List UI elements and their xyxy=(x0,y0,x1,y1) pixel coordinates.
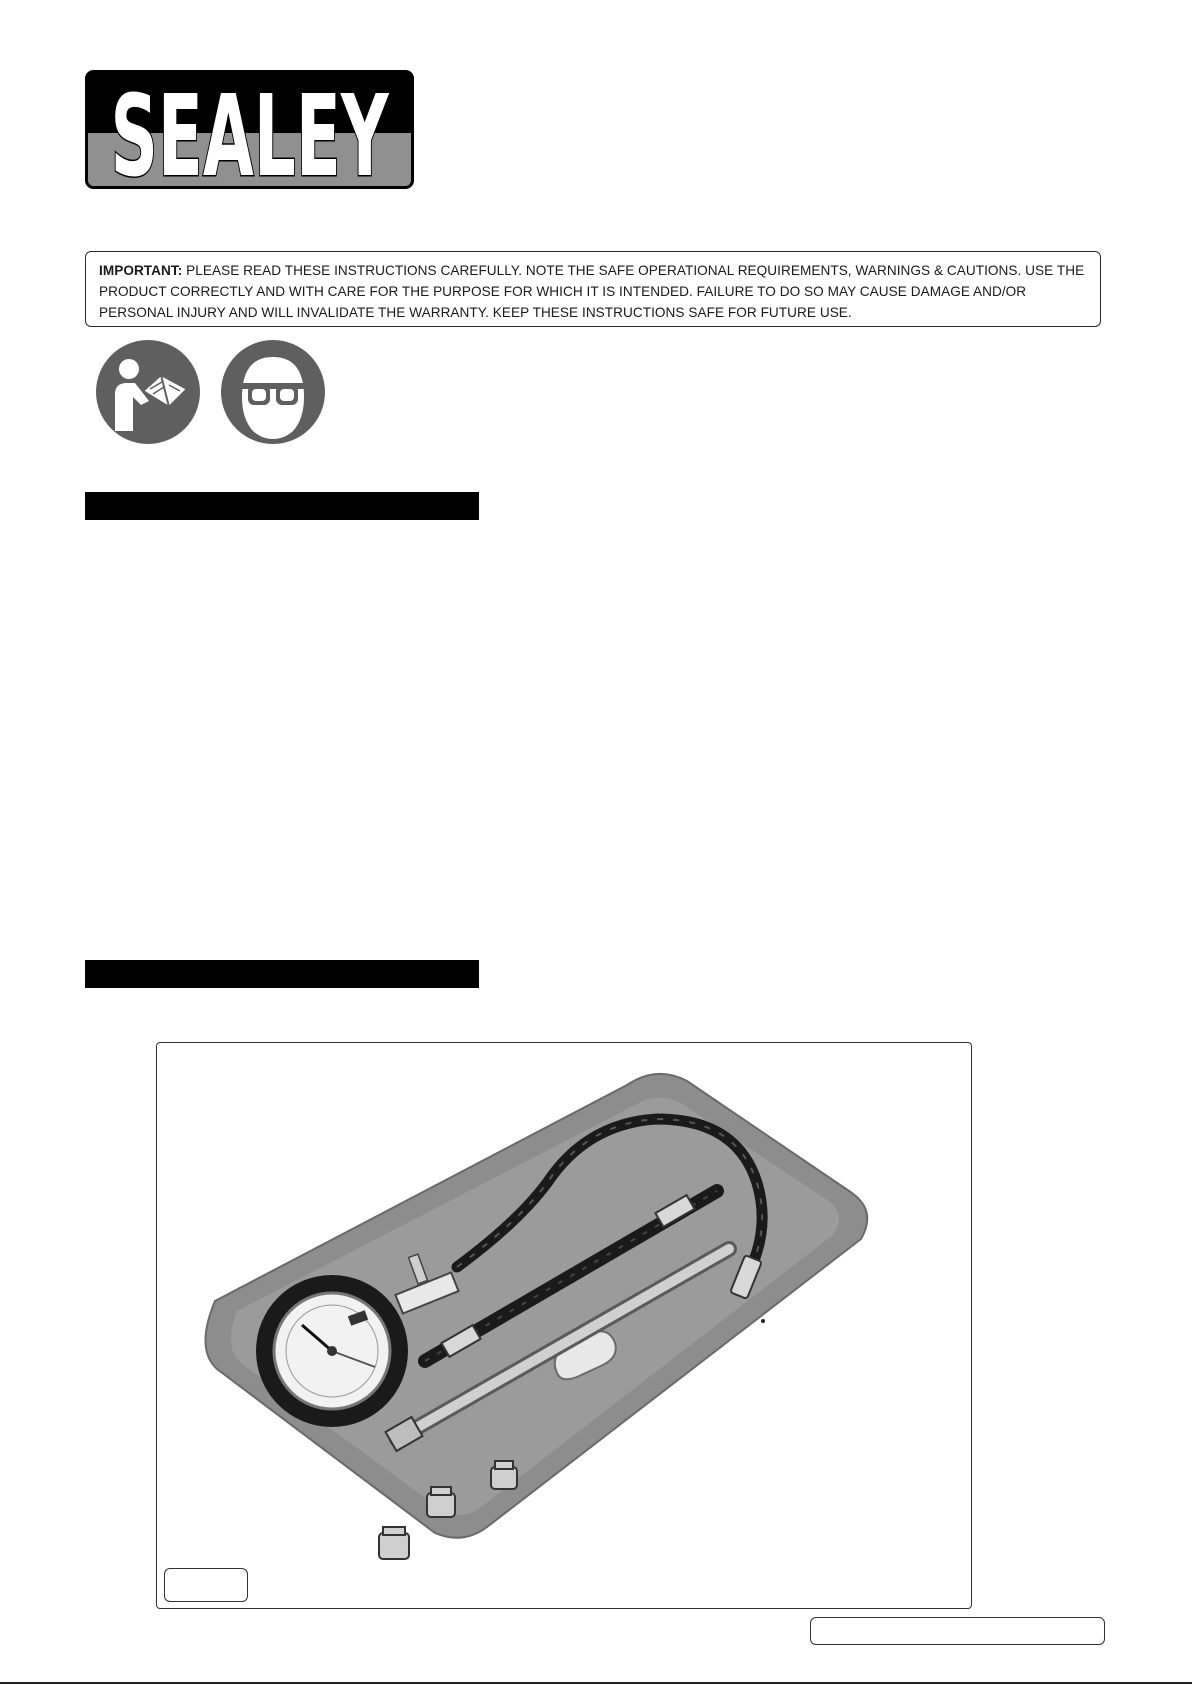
reference-box xyxy=(810,1617,1105,1645)
sealey-logo xyxy=(85,70,414,202)
section-heading-bar xyxy=(85,960,479,988)
figure-label-box xyxy=(164,1568,248,1602)
compression-tester-kit-image xyxy=(157,1043,973,1610)
read-manual-icon xyxy=(95,339,201,445)
svg-text:SEALEY: SEALEY xyxy=(110,72,390,202)
page-bottom-rule xyxy=(0,1682,1192,1684)
important-notice xyxy=(85,251,1101,327)
notice-label: IMPORTANT: xyxy=(99,263,183,278)
section-heading-bar xyxy=(85,492,479,520)
product-photo xyxy=(156,1042,972,1609)
wear-eye-protection-icon xyxy=(220,339,326,445)
notice-text: PLEASE READ THESE INSTRUCTIONS CAREFULLY. NOTE THE SAFE OPERATIONAL REQUIREMENTS, WARNINGS & CAUTIONS. USE THE PRODUCT CORRECTLY AND WITH CARE FOR THE PURPOSE FOR WHICH IT IS INTENDED. FAILURE TO DO SO MAY CAUSE DAMAGE AND/OR PERSONAL INJURY AND WILL INVALIDATE THE WARRANTY. KEEP THESE INSTRUCTIONS SAFE FOR FUTURE USE. xyxy=(99,263,1085,320)
